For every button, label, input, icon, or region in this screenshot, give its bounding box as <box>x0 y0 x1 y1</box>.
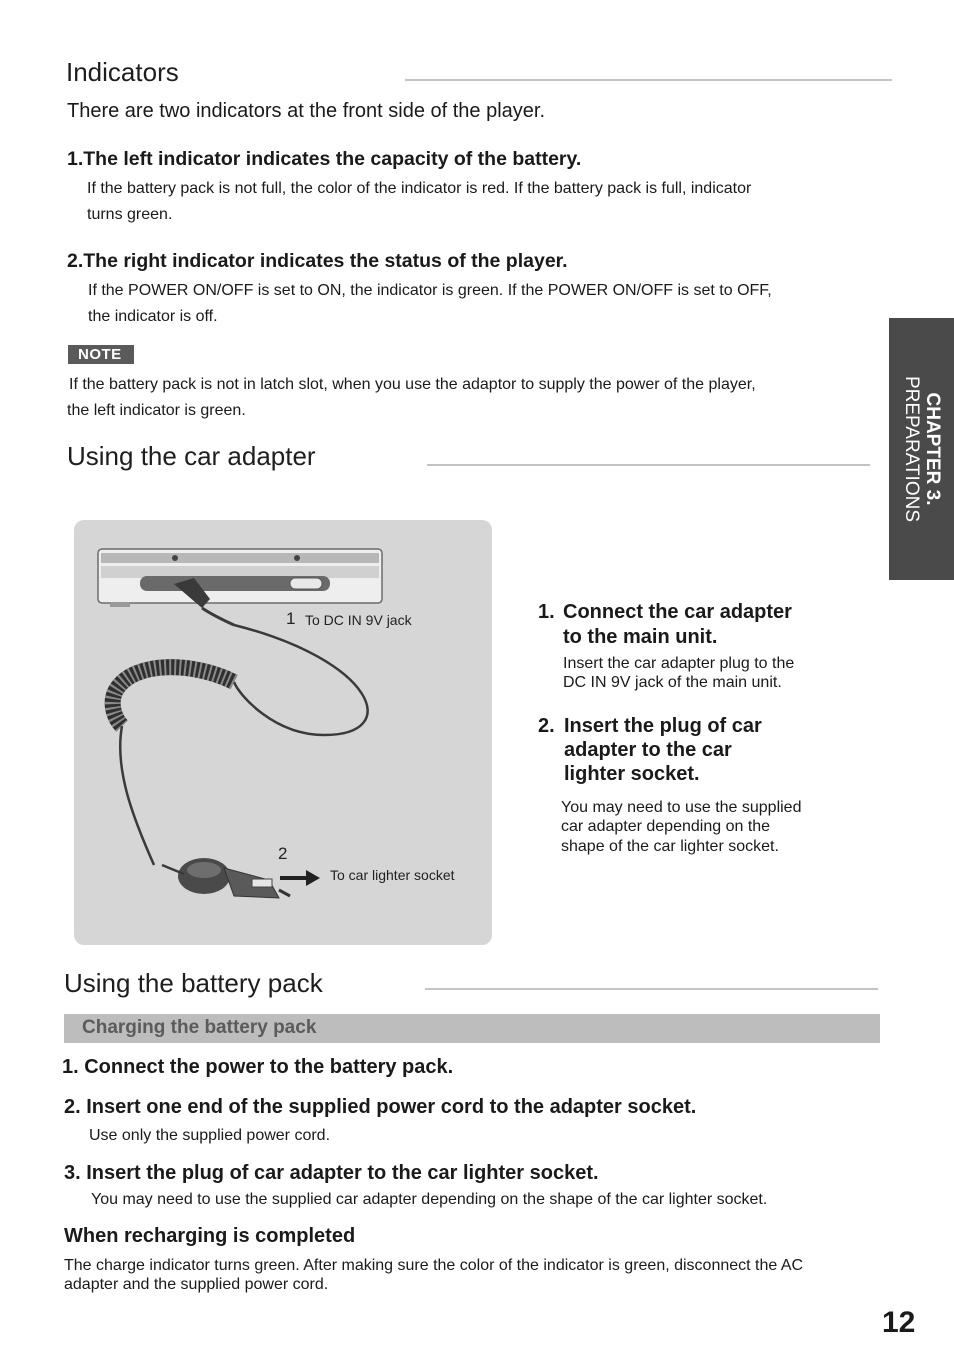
car-step-1-title-line2: to the main unit. <box>563 626 718 648</box>
car-step-2-title-line1: Insert the plug of car <box>564 715 762 737</box>
car-step-2-title-line3: lighter socket. <box>564 763 700 785</box>
figure-label-1-text: To DC IN 9V jack <box>305 612 412 628</box>
car-step-2-body-line2: car adapter depending on the <box>561 818 771 835</box>
car-step-1-body-line1: Insert the car adapter plug to the <box>563 655 795 672</box>
car-step-2-body-line1: You may need to use the supplied <box>561 799 802 816</box>
battery-step-2-note: Use only the supplied power cord. <box>89 1127 331 1144</box>
indicator-item-2-title: 2.The right indicator indicates the status of the player. <box>67 250 568 272</box>
heading-rule <box>427 464 870 466</box>
note-body-line2: the left indicator is green. <box>67 402 246 419</box>
car-step-2-number: 2. <box>538 715 555 737</box>
adapter-cable-image <box>234 625 368 735</box>
coiled-cable-image <box>113 667 234 726</box>
chapter-label: CHAPTER 3. <box>921 392 943 506</box>
indicator-item-2-body-line1: If the POWER ON/OFF is set to ON, the indicator is green. If the POWER ON/OFF is set to OFF, <box>88 282 772 299</box>
indicator-item-2-body-line2: the indicator is off. <box>88 308 218 325</box>
car-step-1-number: 1. <box>538 601 555 623</box>
figure-label-1-number: 1 <box>286 609 296 628</box>
heading-rule <box>425 988 878 990</box>
car-adapter-heading: Using the car adapter <box>67 441 316 471</box>
recharge-complete-line2: adapter and the supplied power cord. <box>64 1276 329 1293</box>
battery-step-3: 3. Insert the plug of car adapter to the car lighter socket. <box>64 1162 599 1184</box>
charging-subheading-bar <box>64 1014 880 1043</box>
note-badge: NOTE <box>68 345 134 364</box>
lighter-plug-image <box>162 858 290 898</box>
car-step-2-body-line3: shape of the car lighter socket. <box>561 838 779 855</box>
indicator-item-1-title: 1.The left indicator indicates the capacity of the battery. <box>67 148 582 170</box>
indicators-intro: There are two indicators at the front side of the player. <box>67 100 546 122</box>
arrow-icon <box>280 870 320 886</box>
car-adapter-figure <box>74 520 492 945</box>
page-number: 12 <box>882 1306 916 1339</box>
heading-rule <box>405 79 892 81</box>
indicators-heading: Indicators <box>66 57 179 87</box>
charging-subheading: Charging the battery pack <box>82 1017 317 1038</box>
indicator-item-1-body-line1: If the battery pack is not full, the color of the indicator is red. If the battery pack is full, indicator <box>87 180 752 197</box>
battery-step-3-note: You may need to use the supplied car adapter depending on the shape of the car lighter socket. <box>91 1191 768 1208</box>
car-step-1-title-line1: Connect the car adapter <box>563 601 792 623</box>
chapter-title: PREPARATIONS <box>900 375 922 523</box>
figure-label-2-text: To car lighter socket <box>330 867 455 883</box>
battery-step-1: 1. Connect the power to the battery pack. <box>62 1056 454 1078</box>
recharge-complete-title: When recharging is completed <box>64 1225 356 1247</box>
player-unit-image <box>98 549 382 607</box>
car-step-2-title-line2: adapter to the car <box>564 739 732 761</box>
figure-label-2-number: 2 <box>278 844 288 863</box>
battery-pack-heading: Using the battery pack <box>64 968 323 998</box>
recharge-complete-line1: The charge indicator turns green. After making sure the color of the indicator is green, disconnect the AC <box>64 1257 804 1274</box>
chapter-side-tab <box>889 318 954 580</box>
car-step-1-body-line2: DC IN 9V jack of the main unit. <box>563 674 782 691</box>
lower-cable-image <box>120 726 154 865</box>
note-body-line1: If the battery pack is not in latch slot, when you use the adaptor to supply the power of the player, <box>69 376 756 393</box>
battery-step-2: 2. Insert one end of the supplied power cord to the adapter socket. <box>64 1096 697 1118</box>
indicator-item-1-body-line2: turns green. <box>87 206 173 223</box>
